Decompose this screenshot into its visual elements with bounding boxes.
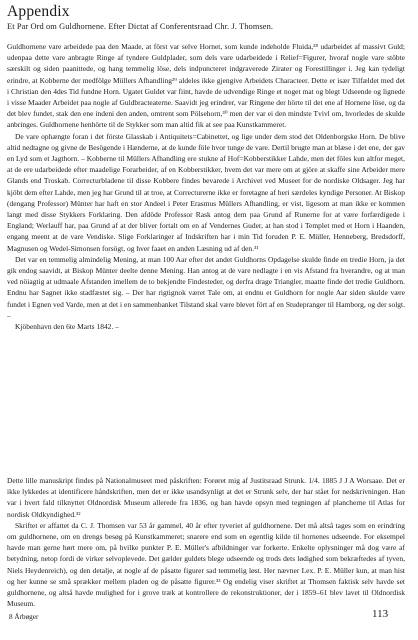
appendix-heading: Appendix bbox=[7, 3, 70, 20]
paragraph: Det var en temmelig almindelig Mening, at man 100 Aar efter det andet Guldhorns Opdagelse skulde finde en tredie Horn, ja det gik endog saavidt, at Biskop Münter deelte denne Mening. Han antog at de vare nedlagte i en vis Afstand fra hverandre, og at man ved nöiagtig at udmaale Afstanden imellem de to bekjendte Findesteder, og derfra drage Triangler, maatte finde det tredie Guldhorn. Endnu har Sagnet ikke stadfæstet sig. – Der har rigtignok været Tale om, at endnu et Guldhorn for nogle Aar siden skulde være fundet i Egnen ved Varde, men at det i en sammenbanket Tilstand skal være blevet fört af en Studepranger til Hamborg, og der solgt. – bbox=[7, 254, 405, 320]
paragraph: Guldhornene vare arbeidede paa den Maade, at först var selve Hornet, som kunde indeholde Fluida,²⁸ udarbeidet af massivt Guld; udenpaa dette vare anbragte Ringe af tyndere Guldplader, som dels vare udarbeidede i Relief=Figurer, hvoraf nogle vare stöbte særskilt og siden paanittede, og hang temmelig löse, dels indpuncteret indgraverede Zirater og Forestillinger i. Jeg kan tydeligt erindre, at Kobberne der medfölge Müllers Afhandling²⁹ aldeles ikke gjengive Arbeidets Characteer. Dette er især Tilfældet med det i Christian den 4des Tid fundne Horn. Ugatet Guldet var fiint, havde de udvendige Ringe et noget mat og blegt Udseende og lignede i visse Maader Arbeidet paa nogle af Guldbracteaterne. Saavidt jeg erindrer, var Ringene der hörte til det ene af Hornene löse, og da det blev fundet, stak den ene indeni den anden, omtrent som Pölsehorn,³⁰ men der var ei den mindste Tvivl om, hvorledes de skulde anbringes. Guldhornene henhörte til de Stykker som man altid fik at see paa Kunstkammeret. bbox=[7, 42, 405, 130]
commentary-text bbox=[7, 475, 405, 609]
running-footer: 8 Årbøger bbox=[9, 613, 39, 621]
paragraph: De vare ophængte foran i det förste Glasskab i Antiquitets=Cabinettet, og lige under dem stod det Oldenborgske Horn. De blive altid nedtagne og givne de Besögende i Hænderne, at de kunde föle hvor tunge de vare. Dertil brugte man at blæse i det ene, der gav en Lyd som et Jagthorn. – Kobberne til Müllers Afhandling ere stukne af Hof=Kobberstikker Lahde, men det föles kun altfor meget, at de ere udarbeidede efter maadelige Forarbeider, af en Kobberstikker, hvem det var mere om at gjöre at skaffe sine Arbeider mere Glands end Troskab. Correcturbladene til disse Kobbere findes bevarede i Archivet ved Museet for de nordiske Oldsager. Jeg har kjöbt dem efter Lahde, men jeg har Grund til at troe, at Correcturerne ikke er foretagne af heri særdeles kyndige Personer. At Biskop (dengang Professor) Münter har haft en stor Andeel i Peter Erasmus Müllers Afhandling, er vist, ligesom at man ikke er kommen langt med disse Stykkers Forklaring. Den afdöde Professor Rask antog dem paa Grund af Runerne for at være forfærdigede i England; Werlauff har, paa Grund af at der bliver fortalt om en af Vendernes Guder, at han stod i Templet med et Horn i Haanden, engang meent at de vare Vendiske. Slige Forklaringer af Indskriften har i min Tid foruden P. E. Müller, Henneberg, Bredsdorff, Magnusen og Wedel-Simonsen forsögt, og hver faaet en anden Læsning ud af den.³¹ bbox=[7, 131, 405, 253]
dictation-text bbox=[7, 41, 405, 332]
signature-line: Kjöbenhavn den 6te Marts 1842. – bbox=[15, 322, 119, 332]
paragraph: Skriftet er affattet da C. J. Thomsen var 53 år gammel, 40 år efter tyveriet af guldhornene. Det må altså tages som en erindring om guldhornene, om en drengs besøg på Kunstkammeret; snarere end som en egentlig kilde til hornenes udseende. For eksempel havde man gerne hørt mere om, på hvilke punkter P. E. Müller's afbildninger var forkerte. Enkelte oplysninger må dog være af betydning, netop fordi de virker selvoplevede. Det gælder guldets blege udseende og trods dets lødighed som bekræftedes af tyven, Niels Heydenreich), og den detalje, at nogle af de påsatte figurer sad temmelig løst. Her nævner Lex. P. E. Müller kun, at man hist og her kunne se små sprækker mellem pladen og de påsatte figurer.³³ Og endelig viser skriftet at Thomsen faktisk selv havde set guldhornene, og altså havde mulighed for i grove træk at kontrollere de rekonstruktioner, der i 1859–61 blev lavet til Oldnordisk Museum. bbox=[7, 520, 405, 609]
letter-subtitle: Et Par Ord om Guldhornene. Efter Dictat af Conferentsraad Chr. J. Thomsen. bbox=[7, 22, 274, 31]
paragraph: Dette lille manuskript findes på Nationalmuseet med påskriften: Forøret mig af Justitsraad Strunk. 1/4. 1885 J J A Worsaae. Det er ikke lykkedes at identificere håndskriften, men det er ikke usandsynligt at det er Strunk selv, der har stået for nedskrivningen. Han var i hvert fald tilknyttet Oldnordisk Museum allerede fra 1836, og han havde opsyn med tegningen af plancherne til Atlas for nordisk Oldkyndighed.³² bbox=[7, 476, 405, 519]
page-number: 113 bbox=[372, 608, 389, 620]
